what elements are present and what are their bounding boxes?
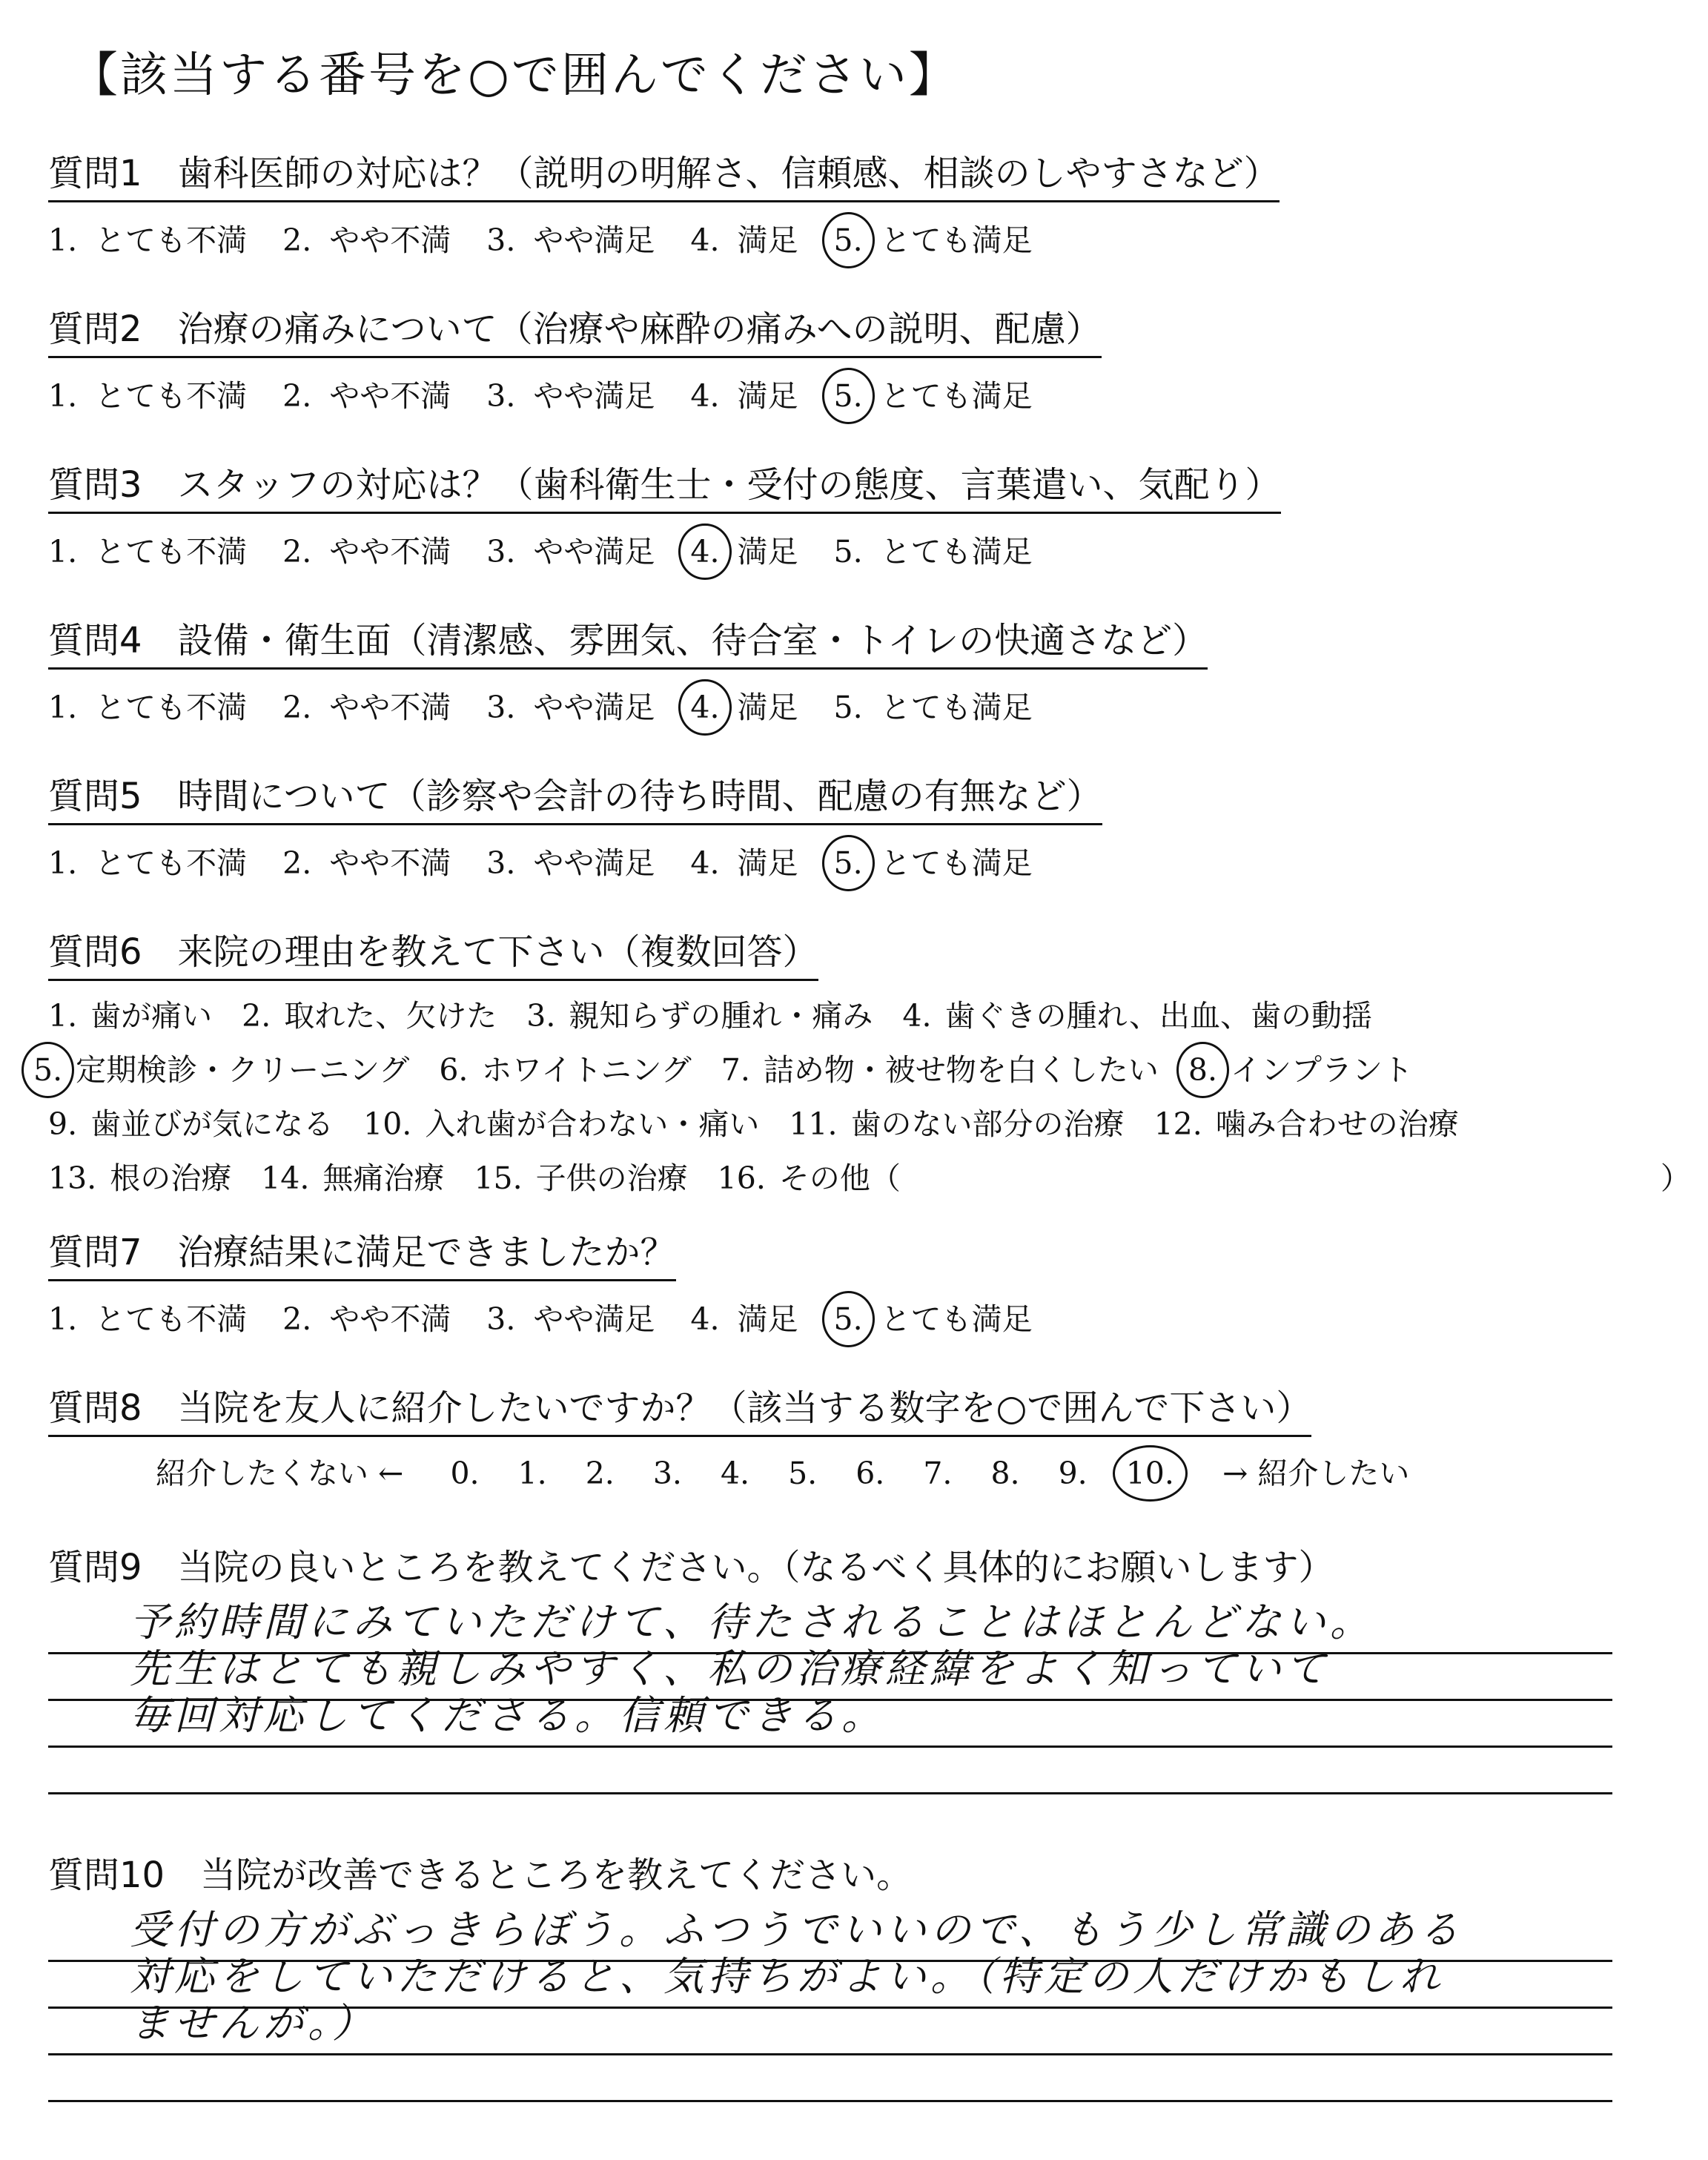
option-2[interactable]: [282, 1295, 486, 1338]
option-label: とても不満: [95, 1301, 248, 1337]
reason-label: 歯のない部分の治療: [850, 1106, 1125, 1142]
handwritten-answer: 毎回対応してくださる。信頼できる。: [130, 1692, 886, 1739]
reason-number: 13.: [48, 1160, 97, 1196]
question-title: 質問3 スタッフの対応は？（歯科衛生士・受付の態度、言葉遣い、気配り）: [48, 456, 1281, 514]
option-number: 3.: [486, 534, 516, 569]
reason-option[interactable]: [474, 1154, 717, 1198]
question-10: [48, 1846, 1664, 2102]
reason-label: 詰め物・被せ物を白くしたい: [763, 1052, 1159, 1088]
option-label: 満足: [737, 690, 798, 725]
question-5: [48, 767, 1664, 882]
reason-number: 15.: [474, 1160, 523, 1196]
option-1[interactable]: [48, 1295, 282, 1338]
handwritten-answer: 予約時間にみていただけて、待たされることはほとんどない。: [130, 1599, 1374, 1645]
reason-row: [33, 1046, 1664, 1089]
reason-number: 7.: [721, 1052, 750, 1088]
option-1[interactable]: [48, 216, 282, 260]
option-5[interactable]: [834, 371, 1068, 415]
option-number: 1.: [48, 1301, 78, 1337]
reason-number: 3.: [526, 998, 556, 1034]
reason-option[interactable]: [721, 1046, 1188, 1089]
question-title: 質問5 時間について（診察や会計の待ち時間、配慮の有無など）: [48, 767, 1102, 825]
reason-option[interactable]: [48, 991, 242, 1035]
option-label: とても不満: [95, 222, 248, 258]
option-label: やや不満: [329, 1301, 451, 1337]
option-1[interactable]: [48, 839, 282, 882]
option-5[interactable]: [834, 216, 1068, 260]
option-5[interactable]: [834, 527, 1068, 571]
option-number: 5.: [833, 845, 863, 881]
reason-number: 11.: [789, 1106, 838, 1142]
option-3[interactable]: [486, 839, 690, 882]
option-number: 5.: [833, 534, 863, 569]
reason-option[interactable]: [526, 991, 902, 1035]
reason-option[interactable]: [789, 1100, 1153, 1143]
option-number: 4.: [690, 845, 720, 881]
reason-number: 1.: [48, 998, 78, 1034]
option-number: 1.: [48, 222, 78, 258]
option-label: とても不満: [95, 378, 248, 414]
option-5[interactable]: [834, 1295, 1068, 1338]
scale-number[interactable]: 9.: [1058, 1456, 1088, 1491]
question-title: 質問10 当院が改善できるところを教えてください。: [48, 1855, 913, 1896]
option-2[interactable]: [282, 683, 486, 727]
option-list: [48, 216, 1664, 260]
question-4: [48, 612, 1664, 727]
option-label: やや満足: [533, 378, 655, 414]
reason-row: [48, 991, 1664, 1035]
reason-label: 親知らずの腫れ・痛み: [569, 998, 873, 1034]
option-4[interactable]: [690, 683, 833, 727]
option-4[interactable]: [690, 527, 833, 571]
option-label: やや不満: [329, 534, 451, 569]
option-2[interactable]: [282, 216, 486, 260]
option-number: 3.: [486, 690, 516, 725]
option-label: やや不満: [329, 378, 451, 414]
option-2[interactable]: [282, 371, 486, 415]
option-label: 満足: [737, 534, 798, 569]
option-4[interactable]: [690, 371, 833, 415]
reason-option[interactable]: [718, 1154, 1708, 1198]
option-label: やや満足: [533, 845, 655, 881]
reason-number: 4.: [902, 998, 932, 1034]
option-number: 1.: [48, 534, 78, 569]
reason-label: 歯ぐきの腫れ、出血、歯の動揺: [944, 998, 1372, 1034]
scale-number[interactable]: 0.: [450, 1456, 480, 1491]
reason-label: 歯が痛い: [90, 998, 213, 1034]
option-5[interactable]: [834, 839, 1068, 882]
reason-number: 6.: [439, 1052, 469, 1088]
question-title: 質問9 当院の良いところを教えてください。（なるべく具体的にお願いします）: [48, 1547, 1334, 1588]
reason-number: 10.: [363, 1106, 412, 1142]
reason-number: 12.: [1153, 1106, 1202, 1142]
scale-number[interactable]: 1.: [517, 1456, 547, 1491]
option-label: やや満足: [533, 690, 655, 725]
option-4[interactable]: [690, 1295, 833, 1338]
question-2: [48, 300, 1664, 415]
scale-right-label: → 紹介したい: [1222, 1456, 1410, 1491]
reason-number: 9.: [48, 1106, 78, 1142]
reason-label: その他（ ）: [778, 1160, 1691, 1196]
question-title: 質問4 設備・衛生面（清潔感、雰囲気、待合室・トイレの快適さなど）: [48, 612, 1208, 670]
option-label: とても満足: [880, 222, 1033, 258]
option-number: 5.: [833, 222, 863, 258]
question-3: [48, 456, 1664, 571]
option-number: 2.: [282, 378, 312, 414]
answer-line[interactable]: [48, 1748, 1612, 1794]
question-title: 質問6 来院の理由を教えて下さい（複数回答）: [48, 923, 818, 981]
reason-label: インプラント: [1231, 1052, 1413, 1088]
option-3[interactable]: [486, 683, 690, 727]
option-number: 4.: [690, 1301, 720, 1337]
reason-number: 16.: [717, 1160, 766, 1196]
option-3[interactable]: [486, 527, 690, 571]
reason-label: 歯並びが気になる: [90, 1106, 334, 1142]
option-number: 2.: [282, 845, 312, 881]
question-9: [48, 1539, 1664, 1794]
option-number: 1.: [48, 378, 78, 414]
option-number: 3.: [486, 1301, 516, 1337]
option-number: 5.: [833, 1301, 863, 1337]
question-8: [48, 1379, 1664, 1493]
scale-left-label: 紹介したくない ←: [156, 1456, 404, 1491]
scale-number[interactable]: 5.: [788, 1456, 818, 1491]
scale-number[interactable]: 6.: [855, 1456, 885, 1491]
option-label: 満足: [737, 845, 798, 881]
option-number: 1.: [48, 690, 78, 725]
handwritten-answer: 対応をしていただけると、気持ちがよい。（特定の人だけかもしれ: [130, 1953, 1444, 2000]
handwritten-answer: 受付の方がぶっきらぼう。ふつうでいいので、もう少し常識のある: [130, 1906, 1463, 1953]
option-label: やや満足: [533, 222, 655, 258]
option-number: 4.: [690, 222, 720, 258]
option-label: 満足: [737, 378, 798, 414]
scale-number[interactable]: 2.: [585, 1456, 615, 1491]
answer-line[interactable]: [48, 1692, 1612, 1748]
option-label: やや満足: [533, 534, 655, 569]
option-4[interactable]: [690, 216, 833, 260]
option-3[interactable]: [486, 216, 690, 260]
option-4[interactable]: [690, 839, 833, 882]
reason-option[interactable]: [1154, 1100, 1489, 1143]
question-6: [33, 923, 1691, 1198]
question-1: [48, 145, 1664, 260]
reason-option[interactable]: [48, 1154, 261, 1198]
handwritten-answer: ませんが。）: [130, 2000, 377, 2047]
option-5[interactable]: [834, 683, 1068, 727]
question-7: [48, 1223, 1664, 1338]
reason-label: 噛み合わせの治療: [1215, 1106, 1459, 1142]
handwritten-answer: 先生はとても親しみやすく、私の治療経緯をよく知っていて: [130, 1645, 1330, 1692]
reason-label: 無痛治療: [322, 1160, 445, 1196]
option-number: 2.: [282, 1301, 312, 1337]
option-1[interactable]: [48, 371, 282, 415]
reason-label: 根の治療: [110, 1160, 232, 1196]
reason-label: 入れ歯が合わない・痛い: [425, 1106, 760, 1142]
reason-label: 取れた、欠けた: [284, 998, 497, 1034]
reason-option[interactable]: [902, 991, 1402, 1035]
option-label: やや不満: [329, 845, 451, 881]
option-2[interactable]: [282, 839, 486, 882]
reason-number: 8.: [1188, 1052, 1217, 1088]
reason-option[interactable]: [48, 1100, 363, 1143]
option-label: とても満足: [880, 378, 1033, 414]
page-header: 【該当する番号を○で囲んでください】: [70, 48, 959, 103]
reason-option[interactable]: [33, 1046, 439, 1089]
option-list: [48, 839, 1664, 882]
option-label: とても満足: [880, 690, 1033, 725]
option-number: 4.: [690, 690, 720, 725]
option-label: 満足: [737, 1301, 798, 1337]
option-number: 2.: [282, 534, 312, 569]
option-1[interactable]: [48, 683, 282, 727]
option-3[interactable]: [486, 1295, 690, 1338]
answer-line[interactable]: [48, 2000, 1612, 2055]
option-number: 3.: [486, 378, 516, 414]
scale-number[interactable]: 8.: [990, 1456, 1020, 1491]
reason-label: 子供の治療: [535, 1160, 688, 1196]
reason-option[interactable]: [242, 991, 526, 1035]
reason-number: 2.: [242, 998, 271, 1034]
option-label: とても満足: [880, 845, 1033, 881]
scale-number[interactable]: 4.: [720, 1456, 750, 1491]
answer-line[interactable]: [48, 2055, 1612, 2102]
option-label: とても満足: [880, 1301, 1033, 1337]
option-list: [48, 683, 1664, 727]
scale-number[interactable]: 10.: [1125, 1456, 1174, 1491]
question-title: 質問7 治療結果に満足できましたか？: [48, 1223, 676, 1281]
scale-number[interactable]: 3.: [652, 1456, 682, 1491]
question-title: 質問8 当院を友人に紹介したいですか？（該当する数字を○で囲んで下さい）: [48, 1379, 1311, 1437]
option-number: 5.: [833, 690, 863, 725]
reason-row: [48, 1100, 1664, 1143]
option-label: とても不満: [95, 690, 248, 725]
option-number: 5.: [833, 378, 863, 414]
reason-option[interactable]: [439, 1046, 721, 1089]
option-number: 3.: [486, 845, 516, 881]
scale-number[interactable]: 7.: [923, 1456, 953, 1491]
option-2[interactable]: [282, 527, 486, 571]
option-label: とても不満: [95, 534, 248, 569]
option-list: [48, 371, 1664, 415]
option-label: やや不満: [329, 690, 451, 725]
reason-option[interactable]: [1188, 1046, 1443, 1089]
option-list: [48, 527, 1664, 571]
question-title: 質問1 歯科医師の対応は？（説明の明解さ、信頼感、相談のしやすさなど）: [48, 145, 1280, 202]
reason-option[interactable]: [363, 1100, 789, 1143]
option-number: 2.: [282, 690, 312, 725]
reason-label: ホワイトニング: [481, 1052, 692, 1088]
option-3[interactable]: [486, 371, 690, 415]
question-title: 質問2 治療の痛みについて（治療や麻酔の痛みへの説明、配慮）: [48, 300, 1102, 358]
option-number: 2.: [282, 222, 312, 258]
option-number: 1.: [48, 845, 78, 881]
option-label: とても不満: [95, 845, 248, 881]
reason-row: [48, 1154, 1691, 1198]
option-label: やや満足: [533, 1301, 655, 1337]
reason-number: 14.: [261, 1160, 310, 1196]
reason-option[interactable]: [261, 1154, 474, 1198]
reason-number: 5.: [33, 1052, 63, 1088]
option-label: やや不満: [329, 222, 451, 258]
option-number: 4.: [690, 378, 720, 414]
option-label: 満足: [737, 222, 798, 258]
option-number: 3.: [486, 222, 516, 258]
option-label: とても満足: [880, 534, 1033, 569]
option-1[interactable]: [48, 527, 282, 571]
reason-label: 定期検診・クリーニング: [76, 1052, 410, 1088]
option-number: 4.: [690, 534, 720, 569]
